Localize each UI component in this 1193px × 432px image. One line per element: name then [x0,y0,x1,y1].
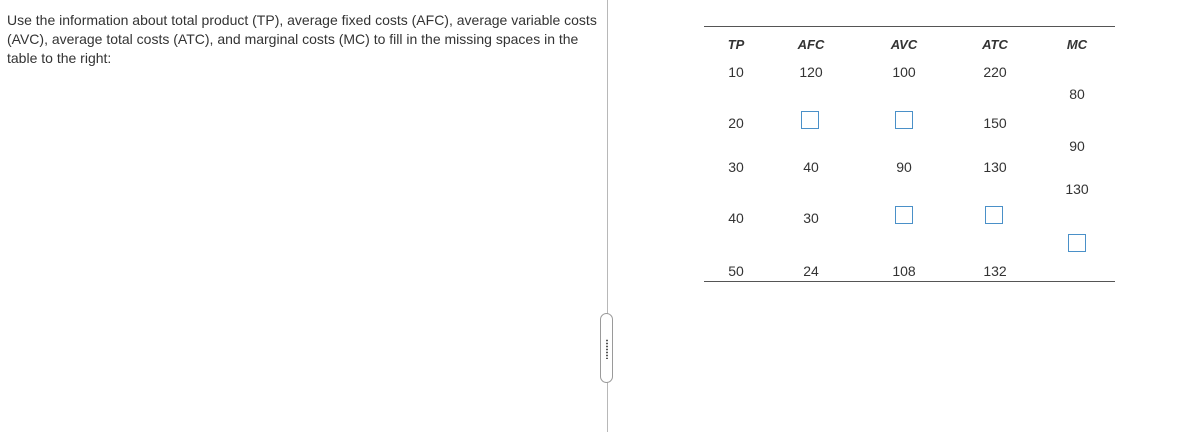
header-atc: ATC [982,37,1008,52]
grip-dots-icon [606,339,608,359]
input-atc-4[interactable] [985,206,1003,224]
cell-atc-2: 150 [983,115,1007,131]
input-avc-2[interactable] [895,111,913,129]
cell-tp-5: 50 [728,263,744,279]
cell-afc-3: 40 [803,159,819,175]
input-avc-4[interactable] [895,206,913,224]
cell-afc-5: 24 [803,263,819,279]
cell-tp-4: 40 [728,210,744,226]
cell-atc-5: 132 [983,263,1007,279]
cell-tp-3: 30 [728,159,744,175]
header-avc: AVC [890,37,918,52]
header-afc: AFC [797,37,825,52]
cell-mc-1: 80 [1069,86,1085,102]
cost-table [704,26,1115,282]
input-afc-2[interactable] [801,111,819,129]
cell-avc-1: 100 [892,64,916,80]
cell-atc-1: 220 [983,64,1007,80]
table-bottom-rule [704,281,1115,282]
header-mc: MC [1066,37,1088,52]
pane-resize-handle[interactable] [600,313,613,383]
cell-avc-3: 90 [896,159,912,175]
header-tp: TP [727,37,745,52]
cell-tp-1: 10 [728,64,744,80]
cell-afc-4: 30 [803,210,819,226]
question-instructions: Use the information about total product (TP), average fixed costs (AFC), average variable costs (AVC), average total costs (ATC), and marginal costs (MC) to fill in the missing spaces in the table to the right: [7,12,597,66]
table-top-rule [704,26,1115,27]
cell-atc-3: 130 [983,159,1007,175]
cell-mc-3: 130 [1065,181,1089,197]
cell-avc-5: 108 [892,263,916,279]
cell-tp-2: 20 [728,115,744,131]
cell-afc-1: 120 [799,64,823,80]
input-mc-4[interactable] [1068,234,1086,252]
cell-mc-2: 90 [1069,138,1085,154]
